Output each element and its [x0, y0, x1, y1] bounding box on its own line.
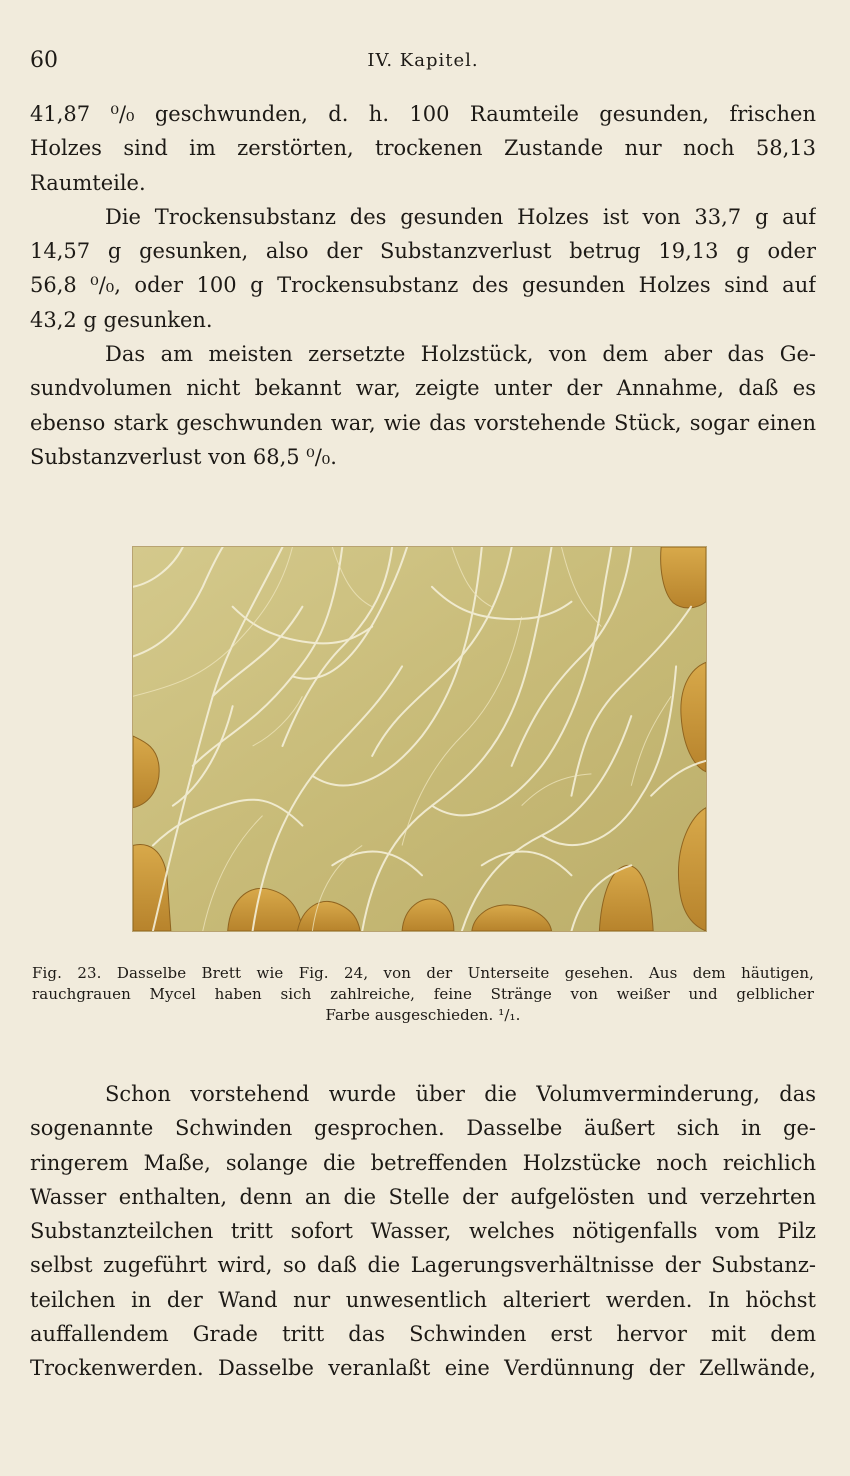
text-line: Wasser enthalten, denn an die Stelle der aufgelösten und verzehrten [30, 1184, 816, 1209]
text-line: teilchen in der Wand nur unwesentlich alteriert werden. In höchst [30, 1287, 816, 1312]
text-line: 41,87 ⁰/₀ geschwunden, d. h. 100 Raumteile gesunden, frischen [30, 102, 816, 126]
page-header [30, 48, 816, 78]
text-line: Substanzteilchen tritt sofort Wasser, welches nötigenfalls vom Pilz [30, 1219, 816, 1244]
caption-line: Fig. 23. Dasselbe Brett wie Fig. 24, von der Unterseite gesehen. Aus dem häutigen, [32, 964, 814, 982]
text-line: 56,8 ⁰/₀, oder 100 g Trockensubstanz des gesunden Holzes sind auf [30, 273, 816, 298]
caption-line: rauchgrauen Mycel haben sich zahlreiche, feine Stränge von weißer und gelblicher [32, 985, 814, 1003]
text-line: Das am meisten zersetzte Holzstück, von dem aber das Ge- [105, 342, 816, 367]
text-line: selbst zugeführt wird, so daß die Lagerungsverhältnisse der Substanz- [30, 1253, 816, 1278]
text-line: Schon vorstehend wurde über die Volumverminderung, das [105, 1082, 816, 1106]
caption-line: Farbe ausgeschieden. ¹/₁. [325, 1006, 521, 1024]
paragraph-bottom [30, 1077, 816, 1386]
text-line: Substanzverlust von 68,5 ⁰/₀. [30, 444, 337, 469]
text-line: ebenso stark geschwunden war, wie das vorstehende Stück, sogar einen [30, 410, 816, 435]
mycelium-strands-illustration [133, 547, 706, 931]
text-line: Trockenwerden. Dasselbe veranlaßt eine Verdünnung der Zellwände, [30, 1356, 816, 1381]
text-line: sogenannte Schwinden gesprochen. Dasselbe äußert sich in ge- [30, 1116, 816, 1141]
figure-caption [32, 963, 814, 1026]
text-line: Die Trockensubstanz des gesunden Holzes ist von 33,7 g auf [105, 204, 816, 229]
text-line: Raumteile. [30, 170, 146, 195]
running-head: IV. Kapitel. [367, 50, 479, 71]
text-line: 14,57 g gesunken, also der Substanzverlust betrug 19,13 g oder [30, 239, 816, 264]
text-line: Holzes sind im zerstörten, trockenen Zustande nur noch 58,13 [30, 136, 816, 161]
text-line: sundvolumen nicht bekannt war, zeigte unter der Annahme, daß es [30, 376, 816, 401]
text-line: auffallendem Grade tritt das Schwinden erst hervor mit dem [30, 1322, 816, 1347]
paragraph-top [30, 97, 816, 474]
text-line: ringerem Maße, solange die betreffenden Holzstücke noch reichlich [30, 1150, 816, 1175]
figure-illustration [132, 546, 707, 932]
page-number: 60 [30, 48, 58, 73]
text-line: 43,2 g gesunken. [30, 307, 213, 332]
